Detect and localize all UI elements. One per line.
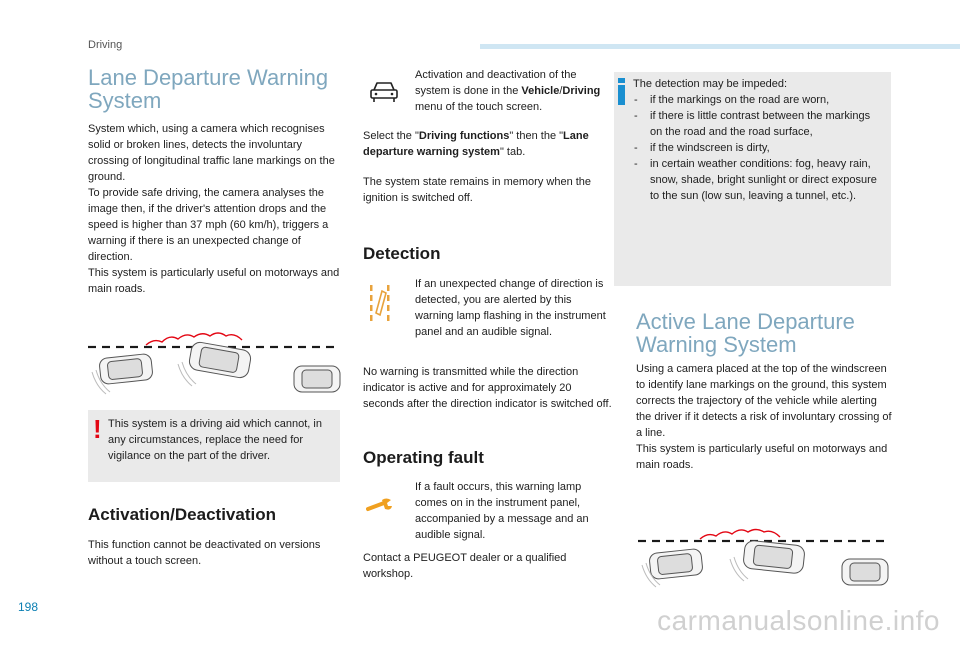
fault-heading: Operating fault xyxy=(363,448,484,467)
list-dash: - xyxy=(634,142,638,154)
select-instruction xyxy=(363,128,613,160)
info-icon xyxy=(618,78,626,106)
lane-illustration-1 xyxy=(86,328,342,400)
list-item: - if there is little contrast between the markings on the road and the road surface, xyxy=(634,110,871,138)
menu-driving: Driving xyxy=(562,85,601,97)
title-line-1: Lane Departure Warning xyxy=(88,65,329,90)
lane-departure-title xyxy=(88,66,340,112)
menu-text-2: menu of the touch screen. xyxy=(415,101,543,113)
active-lane-text xyxy=(636,361,892,473)
active-lane-title xyxy=(636,310,892,356)
memory-text: The system state remains in memory when the ignition is switched off. xyxy=(363,176,592,204)
list-item: - if the markings on the road are worn, xyxy=(634,94,830,106)
section-header: Driving xyxy=(88,39,123,51)
title-line-2: System xyxy=(88,88,162,113)
warning-text: This system is a driving aid which cannot, in any circumstances, replace the need for vigilance on the part of the driver. xyxy=(108,418,322,462)
lane-warning-lamp-icon xyxy=(368,283,392,323)
fault-text: If a fault occurs, this warning lamp comes on in the instrument panel, accompanied by a message and an audible signal. xyxy=(415,481,589,541)
select-functions: Driving functions xyxy=(418,130,510,142)
warning-box xyxy=(88,410,340,482)
detection-text: If an unexpected change of direction is detected, you are alerted by this warning lamp flashing in the instrument panel and an audible signal. xyxy=(415,278,606,338)
list-item: - in certain weather conditions: fog, heavy rain, snow, shade, bright sunlight or direct exposure to the sun (low sun, leaving a tunnel, etc.). xyxy=(634,158,877,202)
select-tab: Lane departure warning system xyxy=(363,130,589,158)
activation-heading: Activation/Deactivation xyxy=(88,505,276,524)
watermark: carmanualsonline.info xyxy=(657,605,940,636)
service-wrench-icon xyxy=(366,497,394,515)
select-suffix: " tab. xyxy=(499,146,526,158)
menu-instruction xyxy=(415,67,610,115)
active-title-line-2: Warning System xyxy=(636,332,797,357)
menu-vehicle: Vehicle xyxy=(521,85,560,97)
impeded-info-box xyxy=(614,72,891,286)
intro-paragraph-3: This system is particularly useful on motorways and main roads. xyxy=(88,267,340,295)
active-paragraph-2: This system is particularly useful on motorways and main roads. xyxy=(636,443,888,471)
impeded-content xyxy=(633,76,885,204)
list-item: - if the windscreen is dirty, xyxy=(634,142,770,154)
intro-paragraph-2: To provide safe driving, the camera analyses the image then, if the driver's attention drops and the speed is higher than 37 mph (60 km/h), triggers a warning if there is an unexpected change of direction. xyxy=(88,187,329,263)
impeded-intro: The detection may be impeded: xyxy=(633,78,788,90)
active-title-line-1: Active Lane Departure xyxy=(636,309,855,334)
menu-slash: / xyxy=(559,85,563,97)
no-warning-text: No warning is transmitted while the direction indicator is active and for approximately 20 seconds after the direction indicator is switched off. xyxy=(363,366,612,410)
active-paragraph-1: Using a camera placed at the top of the windscreen to identify lane markings on the ground, this system corrects the trajectory of the vehicle while alerting the driver if it detects a risk of involuntary crossing of a line. xyxy=(636,363,892,439)
menu-text-1: Activation and deactivation of the system is done in the xyxy=(415,69,577,97)
detection-heading: Detection xyxy=(363,244,441,263)
list-dash: - xyxy=(634,94,638,106)
activation-text: This function cannot be deactivated on versions without a touch screen. xyxy=(88,539,321,567)
intro-paragraph-1: System which, using a camera which recognises solid or broken lines, detects the involuntary crossing of longitudinal traffic lane markings on the ground. xyxy=(88,123,335,183)
intro-text xyxy=(88,121,340,297)
select-mid: " then the " xyxy=(509,130,564,142)
header-bar xyxy=(480,44,960,49)
select-prefix: Select the " xyxy=(363,130,419,142)
warning-exclamation-icon: ! xyxy=(93,414,102,444)
contact-text: Contact a PEUGEOT dealer or a qualified workshop. xyxy=(363,552,567,580)
list-dash: - xyxy=(634,110,638,122)
impeded-list xyxy=(633,92,885,204)
car-front-icon xyxy=(368,80,400,104)
lane-illustration-2 xyxy=(636,525,892,593)
list-dash: - xyxy=(634,158,638,170)
page-number: 198 xyxy=(18,600,39,614)
